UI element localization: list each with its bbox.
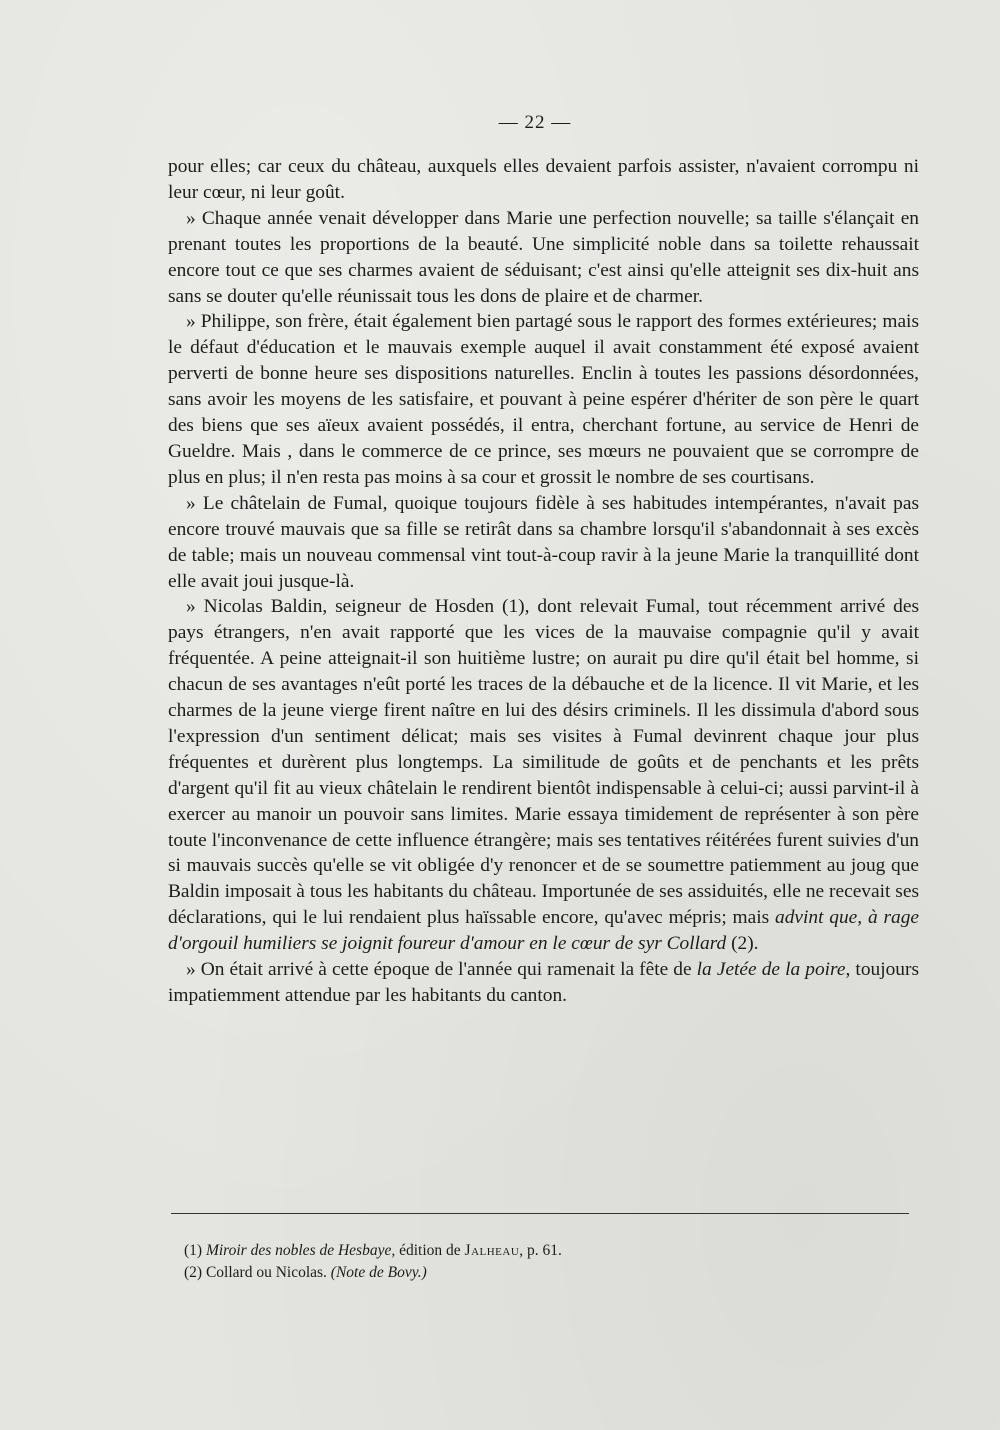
footnote-text-segment: Jalheau	[464, 1242, 520, 1259]
footnote-marker: (2)	[184, 1264, 206, 1281]
footnote-text-segment: Miroir des nobles de Hesbaye,	[205, 1242, 396, 1259]
footnote-marker: (1)	[184, 1242, 206, 1259]
text-segment: » Philippe, son frère, était également bien partagé sous le rapport des formes extérieures; mais le défaut d'éducation et le mauvais exemple auquel il avait constamment été exposé avaient perverti de bonne heure ses dispositions naturelles. Enclin à toutes les passions désordonnées, sans avoir les moyens de les satisfaire, et pouvant à peine espérer d'hériter de son père le quart des biens que ses aïeux avaient possédés, il entra, cherchant fortune, au service de Henri de Gueldre. Mais , dans le commerce de ce prince, ses mœurs ne pouvaient que se corrompre de plus en plus; il n'en resta pas moins à sa cour et grossit le nombre de ses courtisans.	[168, 311, 919, 488]
paragraph	[168, 594, 919, 957]
footnote-text-segment: , p. 61.	[519, 1242, 562, 1259]
paragraph	[168, 206, 919, 310]
italic-text-segment: la Jetée de la poire	[696, 959, 846, 981]
text-segment: pour elles; car ceux du château, auxquels elles devaient parfois assister, n'avaient corrompu ni leur cœur, ni leur goût.	[168, 156, 919, 203]
text-segment: » Le châtelain de Fumal, quoique toujours fidèle à ses habitudes intempérantes, n'avait pas encore trouvé mauvais que sa fille se retirât dans sa chambre lorsqu'il s'abandonnait à ses excès de table; mais un nouveau commensal vint tout-à-coup ravir à la jeune Marie la tranquillité dont elle avait joui jusque-là.	[168, 492, 919, 592]
text-segment: » Chaque année venait développer dans Marie une perfection nouvelle; sa taille s'élançait en prenant toutes les proportions de la beauté. Une simplicité noble dans sa toilette rehaussait encore tout ce que ses charmes avaient de séduisant; c'est ainsi qu'elle atteignit ses dix-huit ans sans se douter qu'elle réunissait tous les dons de plaire et de charmer.	[168, 207, 919, 307]
body-text	[168, 154, 919, 1009]
footnote	[184, 1262, 904, 1284]
footnote-text-segment: (Note de Bovy.)	[330, 1264, 427, 1281]
footnotes	[184, 1240, 904, 1284]
text-segment: » Nicolas Baldin, seigneur de Hosden (1), dont relevait Fumal, tout récemment arrivé des pays étrangers, n'en avait rapporté que les vices de la mauvaise compagnie qu'il y avait fréquentée. A peine atteignait-il son huitième lustre; on aurait pu dire qu'il était bel homme, si chacun de ses avantages n'eût porté les traces de la débauche et de la licence. Il vit Marie, et les charmes de la jeune vierge firent naître en lui des désirs criminels. Il les dissimula d'abord sous l'expression d'un sentiment délicat; mais ses visites à Fumal devinrent chaque jour plus fréquentes et durèrent plus longtemps. La similitude de goûts et de penchants et les prêts d'argent qu'il fit au vieux châtelain le rendirent bientôt indispensable à celui-ci; aussi parvint-il à exercer au manoir un pouvoir sans limites. Marie essaya timidement de représenter à son père toute l'inconvenance de cette influence étrangère; mais ses tentatives réitérées furent suivies d'un si mauvais succès qu'elle se vit obligée d'y renoncer et de se soumettre patiemment au joug que Baldin imposait à tous les habitants du château. Importunée de ses assiduités, elle ne recevait ses déclarations, qui le lui rendaient plus haïssable encore, qu'avec mépris; mais	[168, 596, 919, 929]
text-segment: » On était arrivé à cette époque de l'année qui ramenait la fête de	[186, 959, 697, 981]
paragraph	[168, 491, 919, 595]
text-segment: , toujours impatiemment attendue par les habitants du canton.	[168, 959, 919, 1006]
paragraph	[168, 957, 919, 1009]
footnote	[184, 1240, 904, 1262]
footnote-text-segment: édition de	[395, 1242, 465, 1259]
paragraph	[168, 154, 919, 206]
footnote-text-segment: Collard ou Nicolas.	[205, 1264, 331, 1281]
text-segment: (2).	[726, 933, 759, 955]
paragraph	[168, 309, 919, 490]
footnote-divider	[171, 1213, 909, 1214]
page-number: — 22 —	[498, 112, 572, 133]
italic-text-segment: advint que, à rage d'orgouil humiliers se joignit foureur d'amour en le cœur de syr Collard	[168, 907, 919, 955]
